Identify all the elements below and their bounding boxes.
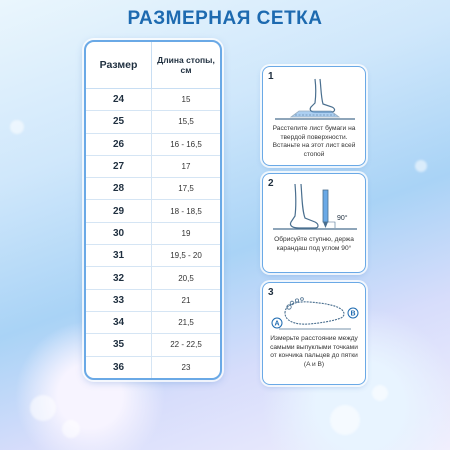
step-text: Расстелите лист бумаги на твердой поверхности. Встаньте на этот лист всей стопой	[272, 125, 356, 158]
table-row	[86, 290, 220, 312]
foot-length-cell: 17	[181, 162, 191, 172]
table-row	[86, 312, 220, 334]
size-cell: 27	[86, 156, 152, 177]
foot-length-cell: 20,5	[178, 273, 194, 283]
foot-length-cell: 21	[181, 295, 191, 305]
size-table	[84, 40, 222, 380]
table-row	[86, 178, 220, 200]
foot-length-cell: 15,5	[178, 117, 194, 127]
foot-length-cell: 22 - 22,5	[170, 340, 202, 350]
size-cell: 32	[86, 267, 152, 288]
foot-length-cell: 16 - 16,5	[170, 139, 202, 149]
size-cell: 36	[86, 357, 152, 379]
step-text: Измерьте расстояние между самыми выпуклыми точками от кончика пальцев до пятки (A и B)	[270, 335, 358, 368]
point-a-label: A	[274, 320, 280, 328]
step-text: Обрисуйте ступню, держа карандаш под углом 90°	[274, 236, 354, 252]
angle-label: 90°	[337, 215, 348, 222]
bokeh-decoration	[30, 395, 56, 421]
table-header	[86, 42, 220, 89]
size-cell: 25	[86, 111, 152, 132]
step-number: 3	[268, 287, 274, 298]
step-card-1	[262, 66, 366, 166]
foot-length-cell: 17,5	[178, 184, 194, 194]
step-number: 2	[268, 178, 274, 189]
size-cell: 33	[86, 290, 152, 311]
page-title: РАЗМЕРНАЯ СЕТКА	[127, 8, 323, 29]
foot-length-cell: 19,5 - 20	[170, 251, 202, 261]
table-row	[86, 156, 220, 178]
header-foot-length: Длина стопы, см	[157, 54, 215, 75]
table-row	[86, 111, 220, 133]
point-b-label: B	[350, 310, 356, 318]
size-cell: 31	[86, 245, 152, 266]
size-cell: 28	[86, 178, 152, 199]
bokeh-decoration	[415, 160, 427, 172]
size-cell: 30	[86, 223, 152, 244]
size-cell: 24	[86, 89, 152, 110]
bokeh-decoration	[62, 420, 80, 438]
size-cell: 29	[86, 200, 152, 221]
table-body	[86, 89, 220, 379]
foot-length-cell: 19	[181, 228, 191, 238]
step-card-3	[262, 282, 366, 385]
size-cell: 34	[86, 312, 152, 333]
step-number: 1	[268, 71, 274, 82]
size-cell: 26	[86, 134, 152, 155]
table-row	[86, 357, 220, 379]
bokeh-decoration	[10, 120, 24, 134]
pencil-at-heel-icon	[269, 182, 359, 234]
bokeh-decoration	[372, 385, 388, 401]
footprint-measure-icon	[269, 293, 359, 333]
table-row	[86, 134, 220, 156]
foot-length-cell: 21,5	[178, 318, 194, 328]
step-card-2	[262, 173, 366, 273]
size-cell: 35	[86, 334, 152, 355]
foot-length-cell: 15	[181, 95, 191, 105]
foot-on-paper-icon	[269, 77, 359, 123]
foot-length-cell: 18 - 18,5	[170, 206, 202, 216]
table-row	[86, 200, 220, 222]
bokeh-decoration	[330, 405, 360, 435]
table-row	[86, 267, 220, 289]
table-row	[86, 223, 220, 245]
foot-length-cell: 23	[181, 363, 191, 373]
header-size: Размер	[86, 42, 152, 88]
table-row	[86, 245, 220, 267]
table-row	[86, 89, 220, 111]
table-row	[86, 334, 220, 356]
